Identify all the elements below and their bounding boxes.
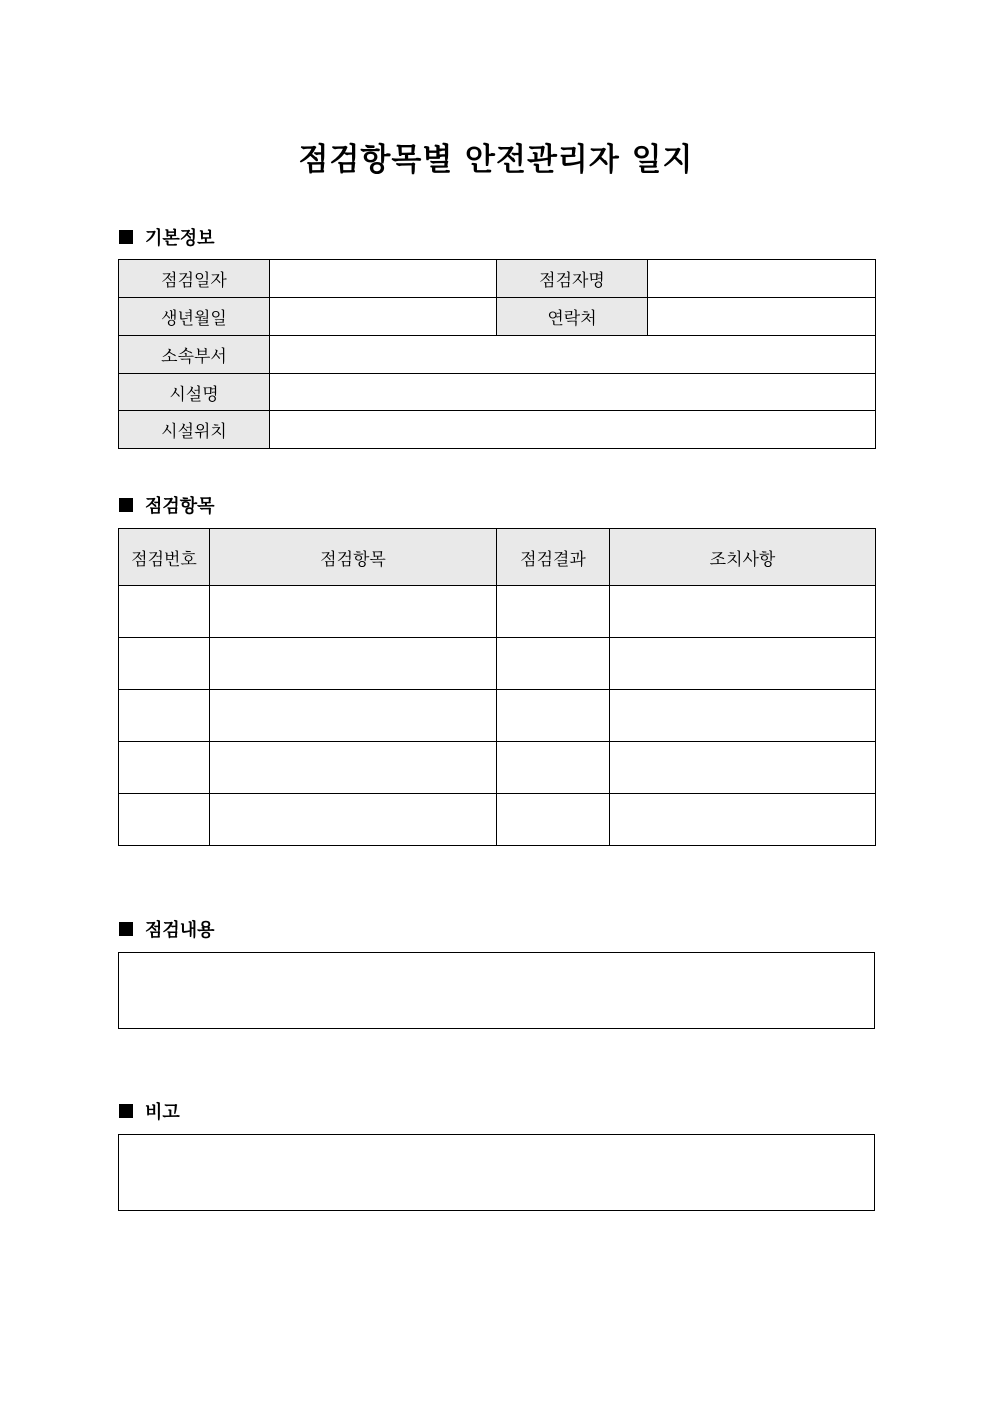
field-department[interactable] [270,336,876,374]
section-items-heading: 점검항목 [145,496,215,517]
square-bullet-icon [119,922,133,936]
cell-item[interactable] [210,586,497,638]
column-header: 점검결과 [497,529,610,586]
column-header: 점검항목 [210,529,497,586]
section-remarks [119,1098,180,1124]
label-facility-location: 시설위치 [119,411,270,449]
square-bullet-icon [119,230,133,244]
table-row [119,586,876,638]
inspection-items-table [118,528,876,846]
cell-item[interactable] [210,638,497,690]
field-birth[interactable] [270,298,497,336]
cell-item[interactable] [210,794,497,846]
field-inspector[interactable] [648,260,876,298]
table-row [119,742,876,794]
section-remarks-heading: 비고 [145,1102,180,1123]
cell-action[interactable] [610,794,876,846]
cell-number[interactable] [119,794,210,846]
label-contact: 연락처 [497,298,648,336]
cell-result[interactable] [497,586,610,638]
field-contact[interactable] [648,298,876,336]
content-box[interactable] [118,952,875,1029]
cell-action[interactable] [610,638,876,690]
cell-action[interactable] [610,742,876,794]
label-birth: 생년월일 [119,298,270,336]
square-bullet-icon [119,498,133,512]
cell-result[interactable] [497,690,610,742]
cell-number[interactable] [119,638,210,690]
section-content [119,916,215,942]
field-facility-name[interactable] [270,374,876,411]
cell-result[interactable] [497,638,610,690]
column-header: 조치사항 [610,529,876,586]
table-row [119,638,876,690]
column-header: 점검번호 [119,529,210,586]
section-basic-info-heading: 기본정보 [145,228,215,249]
label-date: 점검일자 [119,260,270,298]
cell-number[interactable] [119,690,210,742]
section-content-heading: 점검내용 [145,920,215,941]
cell-action[interactable] [610,586,876,638]
basic-info-table [118,259,876,449]
square-bullet-icon [119,1104,133,1118]
remarks-box[interactable] [118,1134,875,1211]
cell-number[interactable] [119,586,210,638]
cell-number[interactable] [119,742,210,794]
page-title: 점검항목별 안전관리자 일지 [298,142,694,178]
table-row [119,794,876,846]
label-inspector: 점검자명 [497,260,648,298]
section-items [119,492,215,518]
cell-item[interactable] [210,690,497,742]
table-row [119,690,876,742]
cell-result[interactable] [497,742,610,794]
cell-action[interactable] [610,690,876,742]
cell-item[interactable] [210,742,497,794]
section-basic-info [119,224,215,250]
cell-result[interactable] [497,794,610,846]
field-date[interactable] [270,260,497,298]
label-facility-name: 시설명 [119,374,270,411]
label-department: 소속부서 [119,336,270,374]
field-facility-location[interactable] [270,411,876,449]
